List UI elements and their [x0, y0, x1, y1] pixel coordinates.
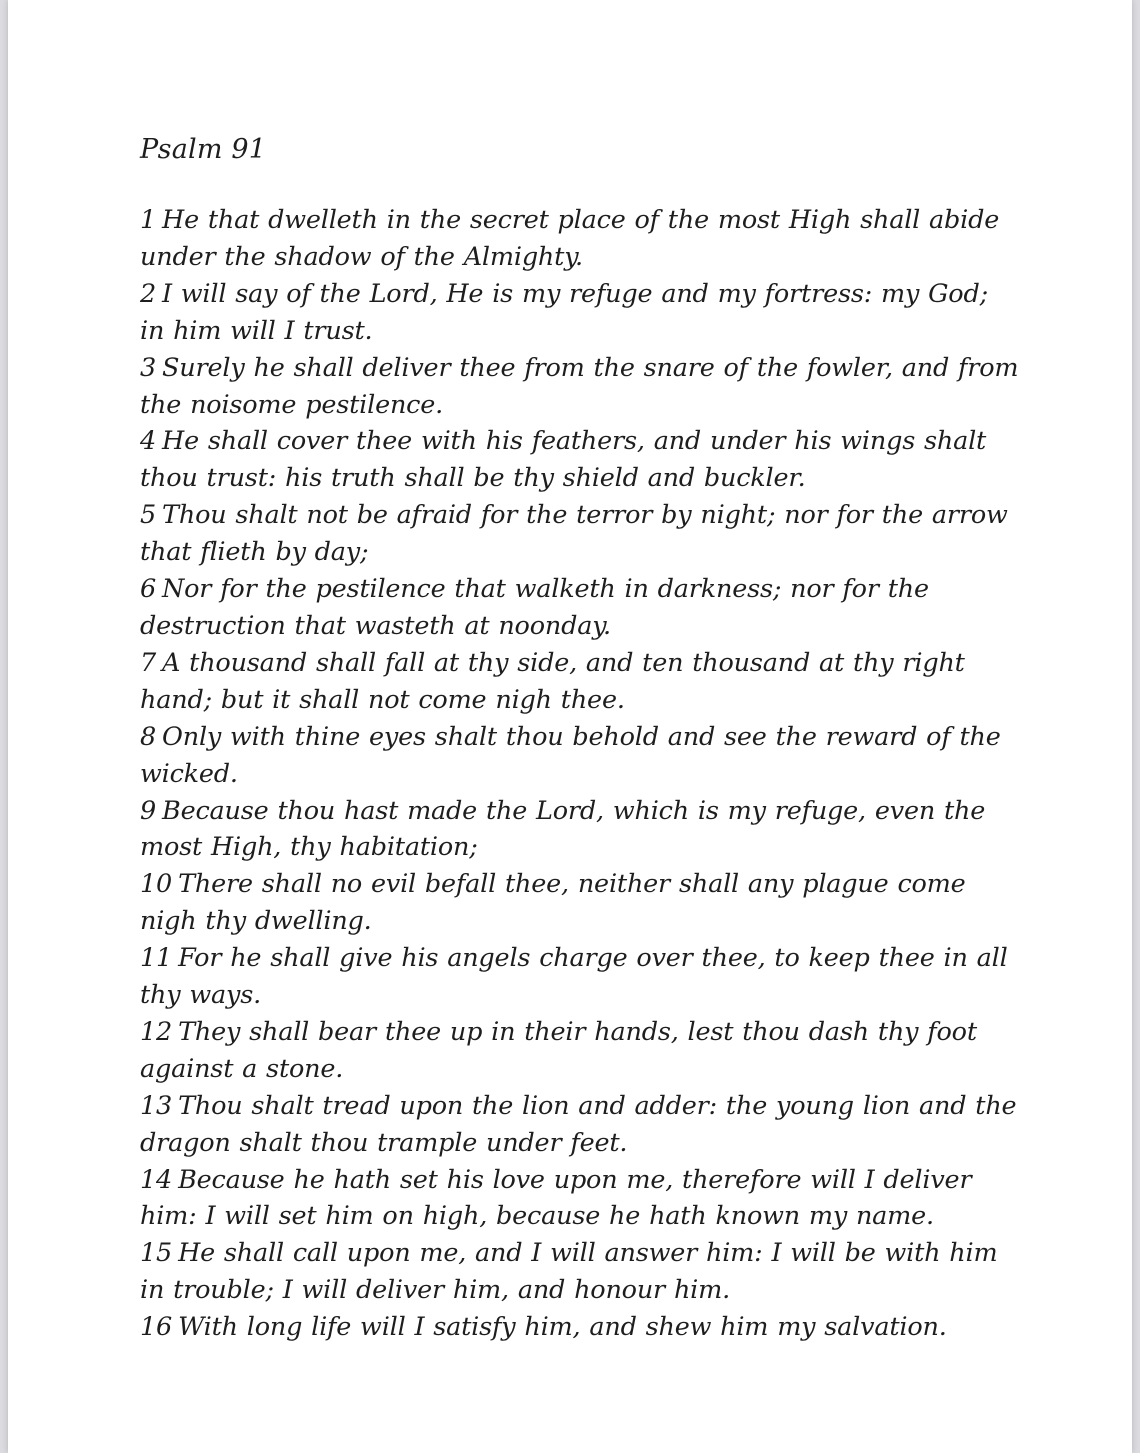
verse-text: Thou shalt tread upon the lion and adder: the young lion and the dragon shalt thou trample under feet.	[140, 1090, 1017, 1158]
verse-number: 16	[140, 1312, 173, 1343]
verse-number: 7	[140, 647, 157, 678]
document-body	[140, 128, 1020, 1346]
verse-text: I will say of the Lord, He is my refuge and my fortress: my God; in him will I trust.	[140, 278, 988, 346]
verse-number: 15	[140, 1238, 173, 1269]
document-title: Psalm 91	[140, 134, 267, 165]
verse-text: He shall cover thee with his feathers, and under his wings shalt thou trust: his truth shall be thy shield and buckler.	[140, 426, 987, 494]
verse-number: 13	[140, 1090, 173, 1121]
verse-text: Only with thine eyes shalt thou behold and see the reward of the wicked.	[140, 721, 1001, 789]
verse	[140, 793, 1020, 867]
verse-list	[140, 202, 1020, 1346]
document-page	[8, 0, 1132, 1453]
verse-text: Thou shalt not be afraid for the terror by night; nor for the arrow that flieth by day;	[140, 500, 1008, 568]
verse-text: There shall no evil befall thee, neither shall any plague come nigh thy dwelling.	[140, 869, 966, 937]
verse-text: For he shall give his angels charge over thee, to keep thee in all thy ways.	[140, 943, 1008, 1011]
verse	[140, 497, 1020, 571]
verse	[140, 1309, 1020, 1346]
verse	[140, 350, 1020, 424]
verse-number: 3	[140, 352, 157, 383]
verse	[140, 1235, 1020, 1309]
verse-number: 1	[140, 205, 157, 235]
verse	[140, 1088, 1020, 1162]
verse-number: 12	[140, 1016, 173, 1047]
verse	[140, 276, 1020, 350]
verse	[140, 1162, 1020, 1236]
verse-text: Because thou hast made the Lord, which is my refuge, even the most High, thy habitation;	[140, 795, 986, 863]
verse-number: 9	[140, 795, 157, 826]
verse	[140, 940, 1020, 1014]
verse	[140, 1014, 1020, 1088]
verse	[140, 719, 1020, 793]
verse-number: 6	[140, 574, 157, 605]
verse-text: Surely he shall deliver thee from the snare of the fowler, and from the noisome pestilence.	[140, 352, 1019, 420]
verse	[140, 866, 1020, 940]
verse-number: 5	[140, 500, 157, 531]
verse-text: A thousand shall fall at thy side, and ten thousand at thy right hand; but it shall not come nigh thee.	[140, 647, 965, 715]
verse	[140, 571, 1020, 645]
verse-text: He that dwelleth in the secret place of the most High shall abide under the shadow of the Almighty.	[140, 205, 1000, 272]
verse-text: Because he hath set his love upon me, therefore will I deliver him: I will set him on high, because he hath known my name.	[140, 1164, 972, 1232]
verse-text: He shall call upon me, and I will answer him: I will be with him in trouble; I will deliver him, and honour him.	[140, 1238, 998, 1306]
verse-number: 14	[140, 1164, 173, 1195]
verse-number: 8	[140, 721, 157, 752]
verse	[140, 423, 1020, 497]
verse-text: With long life will I satisfy him, and shew him my salvation.	[178, 1312, 947, 1343]
verse-number: 11	[140, 943, 173, 974]
verse-number: 4	[140, 426, 157, 457]
verse-number: 2	[140, 278, 157, 309]
verse-text: Nor for the pestilence that walketh in darkness; nor for the destruction that wasteth at noonday.	[140, 574, 929, 641]
verse	[140, 645, 1020, 719]
verse	[140, 202, 1020, 276]
verse-text: They shall bear thee up in their hands, lest thou dash thy foot against a stone.	[140, 1016, 977, 1084]
verse-number: 10	[140, 869, 173, 900]
